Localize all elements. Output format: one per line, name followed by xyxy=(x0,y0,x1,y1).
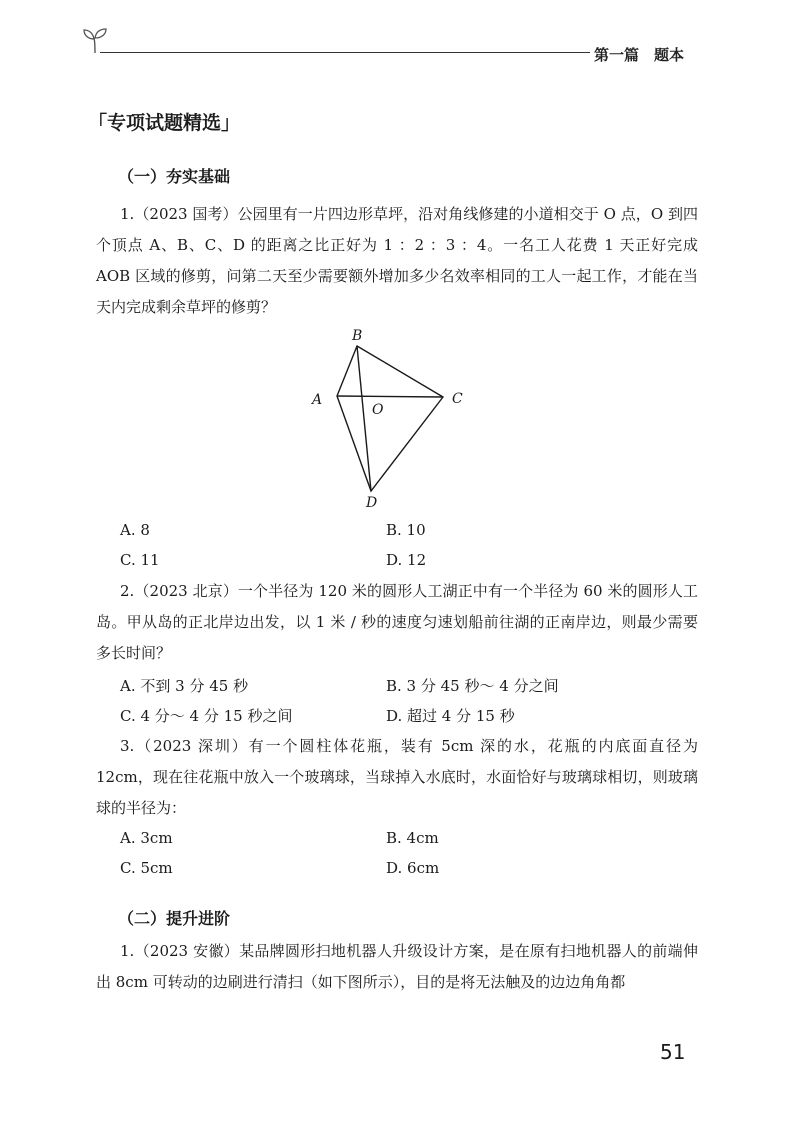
option-b: B. 4cm xyxy=(386,829,439,847)
part-title: （二）提升进阶 xyxy=(118,909,231,928)
option-c: C. 5cm xyxy=(120,859,173,877)
option-c: C. 11 xyxy=(120,551,160,569)
option-b: B. 10 xyxy=(386,521,426,539)
header-title: 第一篇 题本 xyxy=(594,46,685,64)
option-a: A. 不到 3 分 45 秒 xyxy=(120,677,249,695)
vertex-label-d: D xyxy=(366,495,378,511)
option-d: D. 超过 4 分 15 秒 xyxy=(386,707,515,725)
option-d: D. 6cm xyxy=(386,859,440,877)
question-text: 1.（2023 国考）公园里有一片四边形草坪，沿对角线修建的小道相交于 O 点，O 到四个顶点 A、B、C、D 的距离之比正好为 1 ：2 ：3 ：4。一名工人花费 1 天正好完成 AOB 区域的修剪，问第二天至少需要额外增加多少名效率相同的工人一起工作，才能在当天内完成剩余草坪的修剪？ xyxy=(96,205,698,316)
part-title: （一）夯实基础 xyxy=(118,167,231,186)
page-number: 51 xyxy=(660,1040,686,1064)
quadrilateral-figure xyxy=(300,326,490,516)
sprout-icon xyxy=(82,26,108,54)
option-a: A. 8 xyxy=(120,521,150,539)
vertex-label-a: A xyxy=(312,392,323,408)
section-title: 「专项试题精选」 xyxy=(88,112,241,134)
diagonal-ac xyxy=(337,396,443,397)
option-a: A. 3cm xyxy=(120,829,173,847)
diagonal-bd xyxy=(357,346,371,491)
question-text: 3.（2023 深圳）有一个圆柱体花瓶，装有 5cm 深的水，花瓶的内底面直径为 12cm，现在往花瓶中放入一个玻璃球，当球掉入水底时，水面恰好与玻璃球相切，则玻璃球的半径为： xyxy=(96,737,698,817)
vertex-label-o: O xyxy=(372,402,384,418)
question-text: 1.（2023 安徽）某品牌圆形扫地机器人升级设计方案，是在原有扫地机器人的前端伸出 8cm 可转动的边刷进行清扫（如下图所示），目的是将无法触及的边边角角都 xyxy=(96,942,698,991)
option-b: B. 3 分 45 秒～ 4 分之间 xyxy=(386,677,559,695)
quadrilateral-outline xyxy=(337,346,443,491)
vertex-label-c: C xyxy=(452,391,463,407)
option-d: D. 12 xyxy=(386,551,427,569)
option-c: C. 4 分～ 4 分 15 秒之间 xyxy=(120,707,293,725)
header-rule xyxy=(100,52,590,53)
vertex-label-b: B xyxy=(352,328,363,344)
question-text: 2.（2023 北京）一个半径为 120 米的圆形人工湖正中有一个半径为 60 米的圆形人工岛。甲从岛的正北岸边出发，以 1 米 / 秒的速度匀速划船前往湖的正南岸边，则最少需要多长时间？ xyxy=(96,582,698,662)
